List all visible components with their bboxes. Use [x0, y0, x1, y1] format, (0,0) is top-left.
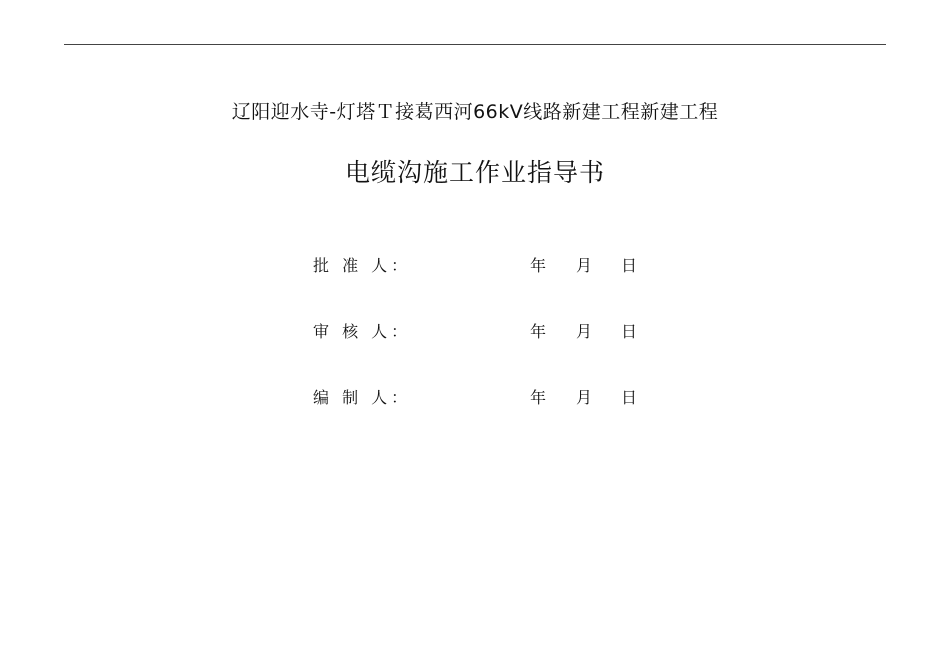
approver-row [0, 254, 950, 278]
reviewer-row [0, 320, 950, 344]
approver-day-label: 日 [621, 256, 638, 275]
author-year-label: 年 [530, 388, 547, 407]
header-rule [64, 44, 886, 45]
reviewer-year-label: 年 [530, 322, 547, 341]
document-title: 电缆沟施工作业指导书 [344, 158, 605, 187]
author-label: 编 制 人： [313, 388, 412, 407]
approver-year-label: 年 [530, 256, 547, 275]
author-row [0, 386, 950, 410]
approver-label: 批 准 人： [313, 256, 412, 275]
reviewer-label: 审 核 人： [313, 322, 412, 341]
author-day-label: 日 [621, 388, 638, 407]
reviewer-day-label: 日 [621, 322, 638, 341]
project-title: 辽阳迎水寺-灯塔Ｔ接葛西河66kV线路新建工程新建工程 [231, 101, 719, 123]
author-month-label: 月 [576, 388, 593, 407]
reviewer-month-label: 月 [576, 322, 593, 341]
approver-month-label: 月 [576, 256, 593, 275]
